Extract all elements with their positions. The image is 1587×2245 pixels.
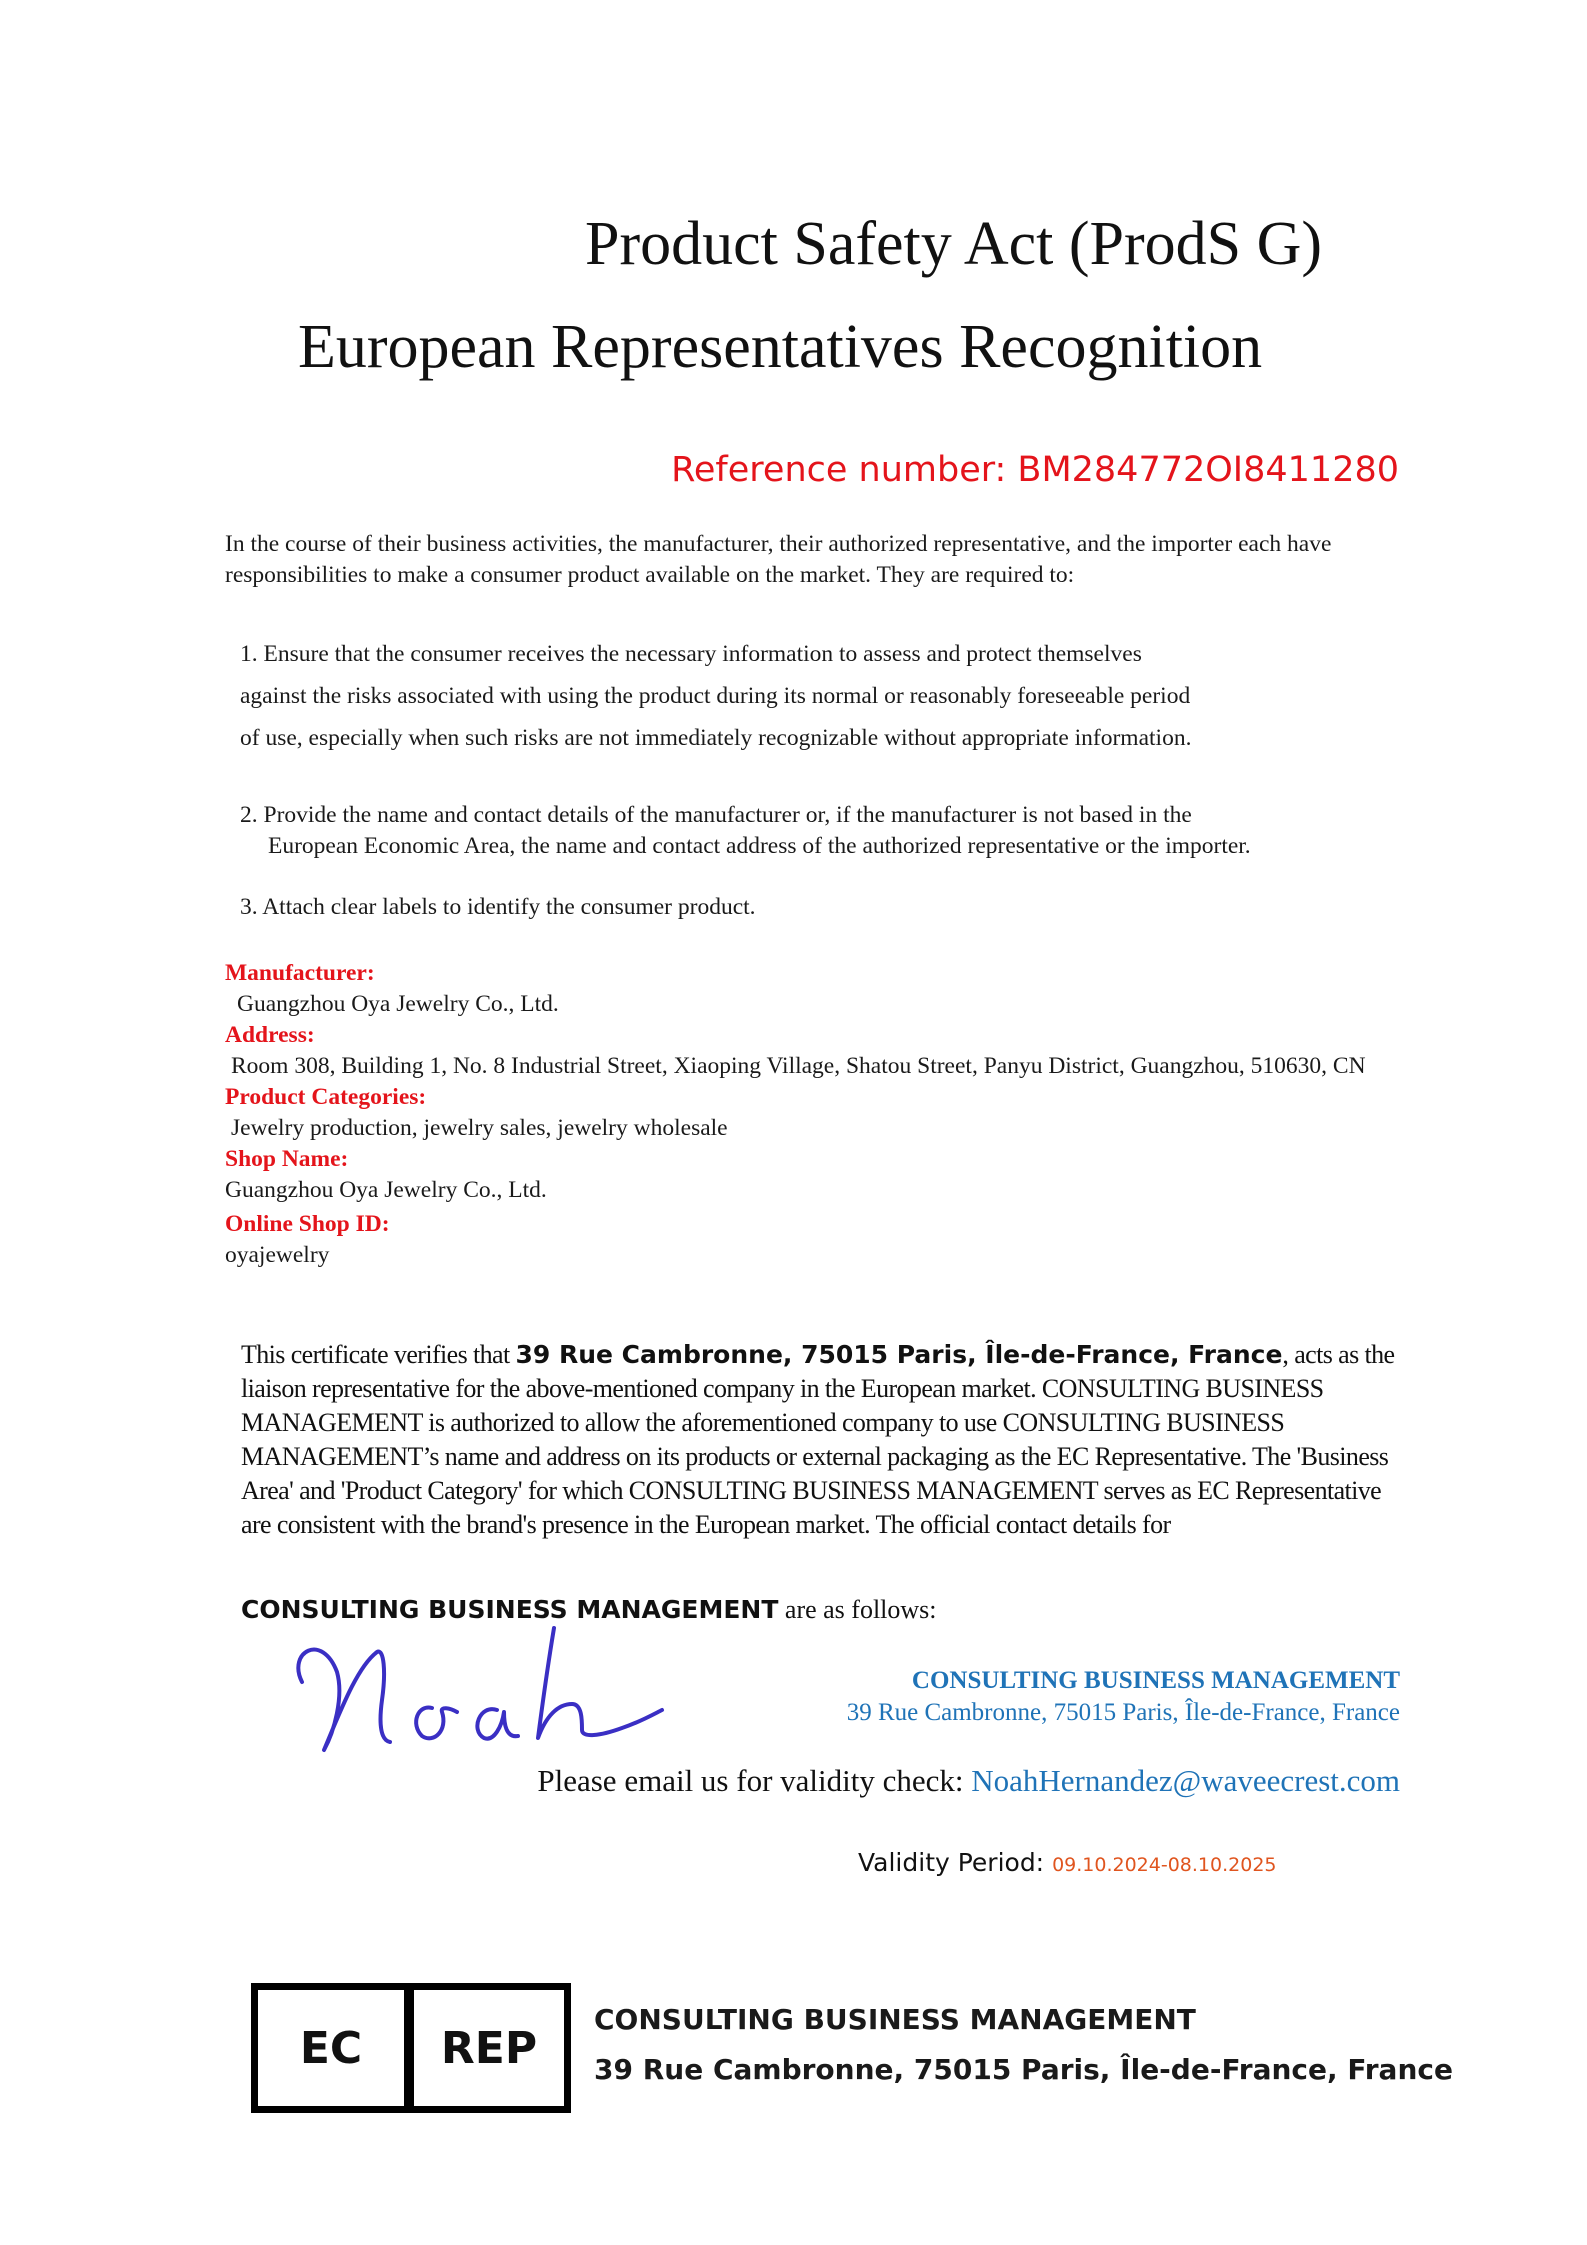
email-prompt: Please email us for validity check:	[537, 1763, 972, 1798]
rep-box: REP	[407, 1983, 571, 2113]
address-label: Address:	[225, 1022, 315, 1048]
product-categories-label: Product Categories:	[225, 1084, 427, 1110]
document-title: Product Safety Act (ProdS G)	[585, 210, 1323, 278]
certificate-follows: are as follows:	[778, 1595, 937, 1624]
requirement-2-line: European Economic Area, the name and contact address of the authorized representative or the importer.	[268, 833, 1251, 859]
validity-period	[858, 1848, 1277, 1877]
document-subtitle: European Representatives Recognition	[298, 313, 1263, 381]
certificate-paragraph	[241, 1338, 1401, 1542]
validity-dates: 09.10.2024-08.10.2025	[1052, 1854, 1277, 1876]
manufacturer-label: Manufacturer:	[225, 960, 375, 986]
ec-rep-company: CONSULTING BUSINESS MANAGEMENT	[594, 2003, 1196, 2036]
requirement-item-2	[240, 800, 1251, 862]
certificate-address: 39 Rue Cambronne, 75015 Paris, Île-de-France, France	[515, 1340, 1283, 1369]
intro-paragraph: In the course of their business activities, the manufacturer, their authorized representative, and the importer each have responsibilities to make a consumer product available on the market. They are required to:	[225, 531, 1332, 588]
requirement-item-1	[240, 633, 1191, 759]
signature	[282, 1612, 672, 1762]
ec-rep-details	[594, 1995, 1453, 2095]
shop-name-label: Shop Name:	[225, 1146, 349, 1172]
email-link[interactable]: NoahHernandez@waveecrest.com	[971, 1763, 1400, 1798]
manufacturer-value: Guangzhou Oya Jewelry Co., Ltd.	[237, 991, 559, 1017]
requirement-1-line: of use, especially when such risks are not immediately recognizable without appropriate information.	[240, 725, 1192, 751]
ec-rep-symbol	[251, 1983, 571, 2113]
online-shop-id-label: Online Shop ID:	[225, 1211, 390, 1237]
ec-rep-contact	[847, 1665, 1400, 1729]
requirement-1-line: against the risks associated with using the product during its normal or reasonably foreseeable period	[240, 683, 1191, 709]
certificate-lead: This certificate verifies that	[241, 1340, 516, 1369]
reference-number: Reference number: BM284772OI8411280	[671, 450, 1399, 490]
requirement-2-line: 2. Provide the name and contact details of the manufacturer or, if the manufacturer is not based in the	[240, 802, 1192, 828]
company-info	[225, 958, 1405, 1271]
ec-box: EC	[251, 1983, 411, 2113]
requirement-1-line: 1. Ensure that the consumer receives the necessary information to assess and protect themselves	[240, 641, 1142, 667]
ec-rep-address: 39 Rue Cambronne, 75015 Paris, Île-de-France, France	[594, 2053, 1453, 2086]
validity-label: Validity Period:	[858, 1848, 1053, 1877]
address-value: Room 308, Building 1, No. 8 Industrial Street, Xiaoping Village, Shatou Street, Panyu District, Guangzhou, 510630, CN	[231, 1053, 1366, 1079]
contact-company-name: CONSULTING BUSINESS MANAGEMENT	[911, 1667, 1400, 1694]
validity-check-line	[537, 1763, 1400, 1799]
online-shop-id-value: oyajewelry	[225, 1242, 330, 1268]
product-categories-value: Jewelry production, jewelry sales, jewelry wholesale	[231, 1115, 728, 1141]
shop-name-value: Guangzhou Oya Jewelry Co., Ltd.	[225, 1177, 547, 1203]
requirement-item-3: 3. Attach clear labels to identify the consumer product.	[240, 894, 756, 920]
contact-address: 39 Rue Cambronne, 75015 Paris, Île-de-France, France	[846, 1699, 1400, 1726]
certificate-body: , acts as the liaison representative for the above-mentioned company in the European market. CONSULTING BUSINESS MANAGEMENT is authorized to allow the aforementioned company to use CONSULTING BUSINESS MANAGEMENT’s name and address on its products or external packaging as the EC Representative. The 'Business Area' and 'Product Category' for which CONSULTING BUSINESS MANAGEMENT serves as EC Representative are consistent with the brand's presence in the European market. The official contact details for	[241, 1340, 1395, 1539]
certificate-company: CONSULTING BUSINESS MANAGEMENT	[241, 1595, 779, 1624]
